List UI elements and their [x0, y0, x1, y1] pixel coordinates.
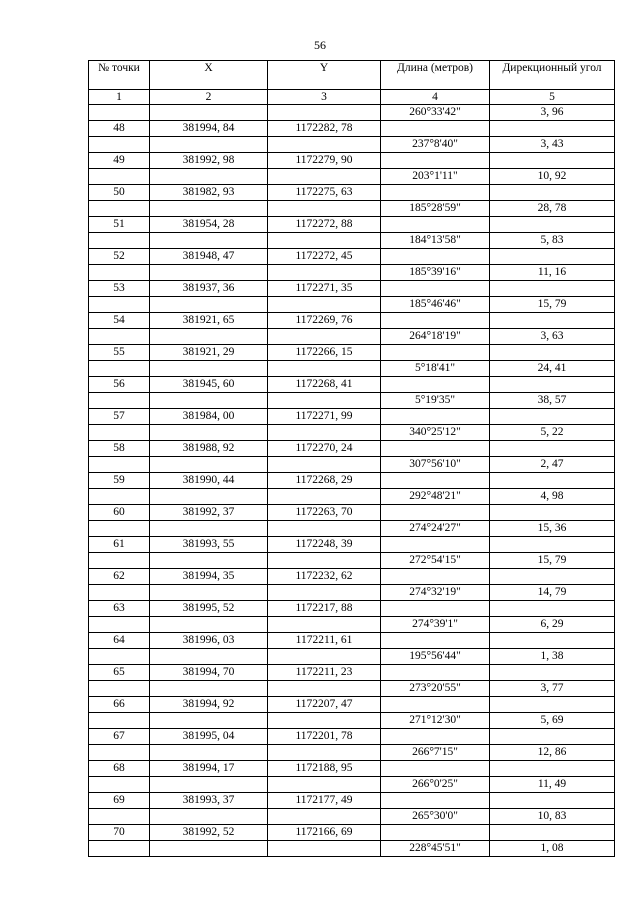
- y-cell: 1172232, 62: [268, 569, 381, 585]
- x-cell: [150, 425, 268, 441]
- point-number-cell: 70: [89, 825, 150, 841]
- x-cell: [150, 649, 268, 665]
- angle-cell: 10, 83: [490, 809, 615, 825]
- x-cell: [150, 713, 268, 729]
- length-cell: 340°25'12": [381, 425, 490, 441]
- column-number: 5: [490, 90, 615, 105]
- y-cell: [268, 137, 381, 153]
- length-cell: [381, 825, 490, 841]
- length-cell: [381, 473, 490, 489]
- point-number-cell: 67: [89, 729, 150, 745]
- table-row: [89, 745, 615, 761]
- length-cell: [381, 153, 490, 169]
- x-cell: 381994, 35: [150, 569, 268, 585]
- x-cell: [150, 201, 268, 217]
- angle-cell: 1, 08: [490, 841, 615, 857]
- angle-cell: 15, 79: [490, 553, 615, 569]
- x-cell: [150, 553, 268, 569]
- point-number-cell: 49: [89, 153, 150, 169]
- x-cell: 381994, 84: [150, 121, 268, 137]
- point-number-cell: [89, 329, 150, 345]
- page-number: 56: [314, 38, 326, 52]
- point-number-cell: 50: [89, 185, 150, 201]
- y-cell: [268, 233, 381, 249]
- point-number-cell: [89, 137, 150, 153]
- column-number: 4: [381, 90, 490, 105]
- table-row: [89, 425, 615, 441]
- angle-cell: [490, 121, 615, 137]
- y-cell: [268, 649, 381, 665]
- x-cell: [150, 809, 268, 825]
- angle-cell: 5, 69: [490, 713, 615, 729]
- length-cell: 307°56'10": [381, 457, 490, 473]
- y-cell: 1172263, 70: [268, 505, 381, 521]
- header-x: X: [150, 61, 268, 90]
- angle-cell: 3, 43: [490, 137, 615, 153]
- x-cell: [150, 137, 268, 153]
- table-row: [89, 649, 615, 665]
- angle-cell: 5, 83: [490, 233, 615, 249]
- point-number-cell: 62: [89, 569, 150, 585]
- y-cell: 1172272, 45: [268, 249, 381, 265]
- table-row: [89, 841, 615, 857]
- point-number-cell: [89, 265, 150, 281]
- x-cell: 381992, 52: [150, 825, 268, 841]
- table-row: [89, 201, 615, 217]
- x-cell: [150, 841, 268, 857]
- table-row: [89, 345, 615, 361]
- table-row: [89, 473, 615, 489]
- point-number-cell: [89, 649, 150, 665]
- length-cell: 228°45'51": [381, 841, 490, 857]
- x-cell: 381996, 03: [150, 633, 268, 649]
- length-cell: 5°19'35": [381, 393, 490, 409]
- table-row: [89, 537, 615, 553]
- table-row: [89, 361, 615, 377]
- y-cell: [268, 329, 381, 345]
- angle-cell: 10, 92: [490, 169, 615, 185]
- y-cell: 1172201, 78: [268, 729, 381, 745]
- x-cell: [150, 745, 268, 761]
- point-number-cell: [89, 233, 150, 249]
- angle-cell: [490, 281, 615, 297]
- column-number: 3: [268, 90, 381, 105]
- angle-cell: 2, 47: [490, 457, 615, 473]
- length-cell: 292°48'21": [381, 489, 490, 505]
- table-row: [89, 761, 615, 777]
- point-number-cell: 69: [89, 793, 150, 809]
- point-number-cell: 65: [89, 665, 150, 681]
- point-number-cell: [89, 745, 150, 761]
- table-row: [89, 265, 615, 281]
- y-cell: 1172275, 63: [268, 185, 381, 201]
- table-row: [89, 153, 615, 169]
- y-cell: [268, 777, 381, 793]
- x-cell: 381984, 00: [150, 409, 268, 425]
- length-cell: [381, 665, 490, 681]
- length-cell: 272°54'15": [381, 553, 490, 569]
- x-cell: 381945, 60: [150, 377, 268, 393]
- y-cell: 1172272, 88: [268, 217, 381, 233]
- table-row: [89, 249, 615, 265]
- table-row: [89, 569, 615, 585]
- point-number-cell: [89, 169, 150, 185]
- point-number-cell: 54: [89, 313, 150, 329]
- table-row: [89, 793, 615, 809]
- x-cell: 381921, 29: [150, 345, 268, 361]
- point-number-cell: [89, 841, 150, 857]
- length-cell: [381, 121, 490, 137]
- length-cell: 264°18'19": [381, 329, 490, 345]
- table-row: [89, 281, 615, 297]
- table-row: [89, 585, 615, 601]
- point-number-cell: 63: [89, 601, 150, 617]
- table-row: [89, 681, 615, 697]
- length-cell: 266°7'15": [381, 745, 490, 761]
- y-cell: 1172269, 76: [268, 313, 381, 329]
- x-cell: 381994, 70: [150, 665, 268, 681]
- table-row: [89, 377, 615, 393]
- point-number-cell: [89, 105, 150, 121]
- length-cell: [381, 313, 490, 329]
- x-cell: 381995, 52: [150, 601, 268, 617]
- table-row: [89, 713, 615, 729]
- table-row: [89, 825, 615, 841]
- table-row: [89, 313, 615, 329]
- point-number-cell: [89, 777, 150, 793]
- table-row: [89, 121, 615, 137]
- angle-cell: [490, 537, 615, 553]
- x-cell: 381994, 17: [150, 761, 268, 777]
- angle-cell: 28, 78: [490, 201, 615, 217]
- x-cell: [150, 521, 268, 537]
- length-cell: 265°30'0": [381, 809, 490, 825]
- table-row: [89, 409, 615, 425]
- length-cell: 185°28'59": [381, 201, 490, 217]
- angle-cell: 4, 98: [490, 489, 615, 505]
- point-number-cell: 60: [89, 505, 150, 521]
- table-row: [89, 233, 615, 249]
- angle-cell: [490, 185, 615, 201]
- point-number-cell: [89, 425, 150, 441]
- y-cell: 1172211, 61: [268, 633, 381, 649]
- length-cell: 237°8'40": [381, 137, 490, 153]
- angle-cell: [490, 505, 615, 521]
- x-cell: [150, 457, 268, 473]
- table-row: [89, 633, 615, 649]
- table-row: [89, 185, 615, 201]
- table-row: [89, 729, 615, 745]
- point-number-cell: 53: [89, 281, 150, 297]
- angle-cell: [490, 633, 615, 649]
- point-number-cell: [89, 553, 150, 569]
- x-cell: 381921, 65: [150, 313, 268, 329]
- y-cell: 1172268, 41: [268, 377, 381, 393]
- angle-cell: 24, 41: [490, 361, 615, 377]
- length-cell: [381, 537, 490, 553]
- point-number-cell: [89, 297, 150, 313]
- angle-cell: [490, 729, 615, 745]
- header-row: [89, 61, 615, 90]
- y-cell: [268, 713, 381, 729]
- length-cell: 273°20'55": [381, 681, 490, 697]
- length-cell: [381, 793, 490, 809]
- table-row: [89, 217, 615, 233]
- length-cell: [381, 377, 490, 393]
- table-row: [89, 553, 615, 569]
- length-cell: [381, 249, 490, 265]
- y-cell: [268, 521, 381, 537]
- table-row: [89, 457, 615, 473]
- length-cell: 195°56'44": [381, 649, 490, 665]
- angle-cell: 6, 29: [490, 617, 615, 633]
- x-cell: 381993, 37: [150, 793, 268, 809]
- header-direction-angle: Дирекционный угол: [490, 61, 615, 90]
- point-number-cell: 56: [89, 377, 150, 393]
- y-cell: [268, 681, 381, 697]
- x-cell: 381948, 47: [150, 249, 268, 265]
- y-cell: [268, 489, 381, 505]
- x-cell: 381937, 36: [150, 281, 268, 297]
- point-number-cell: [89, 521, 150, 537]
- x-cell: [150, 681, 268, 697]
- header-y: Y: [268, 61, 381, 90]
- x-cell: 381954, 28: [150, 217, 268, 233]
- length-cell: [381, 601, 490, 617]
- length-cell: 260°33'42": [381, 105, 490, 121]
- length-cell: 274°32'19": [381, 585, 490, 601]
- table-row: [89, 169, 615, 185]
- length-cell: 185°39'16": [381, 265, 490, 281]
- y-cell: [268, 265, 381, 281]
- point-number-cell: [89, 585, 150, 601]
- x-cell: [150, 489, 268, 505]
- y-cell: [268, 169, 381, 185]
- length-cell: 185°46'46": [381, 297, 490, 313]
- point-number-cell: [89, 617, 150, 633]
- table-row: [89, 697, 615, 713]
- length-cell: 274°24'27": [381, 521, 490, 537]
- point-number-cell: 66: [89, 697, 150, 713]
- x-cell: [150, 329, 268, 345]
- x-cell: 381994, 92: [150, 697, 268, 713]
- y-cell: [268, 457, 381, 473]
- length-cell: [381, 217, 490, 233]
- x-cell: [150, 105, 268, 121]
- angle-cell: [490, 697, 615, 713]
- table-row: [89, 665, 615, 681]
- y-cell: 1172266, 15: [268, 345, 381, 361]
- point-number-cell: 59: [89, 473, 150, 489]
- y-cell: 1172177, 49: [268, 793, 381, 809]
- table-row: [89, 489, 615, 505]
- angle-cell: 11, 16: [490, 265, 615, 281]
- y-cell: [268, 425, 381, 441]
- y-cell: [268, 841, 381, 857]
- table-row: [89, 297, 615, 313]
- angle-cell: 3, 77: [490, 681, 615, 697]
- angle-cell: 12, 86: [490, 745, 615, 761]
- table-row: [89, 617, 615, 633]
- table-row: [89, 601, 615, 617]
- x-cell: [150, 777, 268, 793]
- x-cell: [150, 585, 268, 601]
- y-cell: 1172248, 39: [268, 537, 381, 553]
- angle-cell: 11, 49: [490, 777, 615, 793]
- angle-cell: [490, 313, 615, 329]
- column-number: 1: [89, 90, 150, 105]
- point-number-cell: 57: [89, 409, 150, 425]
- y-cell: [268, 361, 381, 377]
- y-cell: 1172207, 47: [268, 697, 381, 713]
- length-cell: 274°39'1": [381, 617, 490, 633]
- angle-cell: [490, 825, 615, 841]
- point-number-cell: [89, 489, 150, 505]
- length-cell: [381, 441, 490, 457]
- column-number: 2: [150, 90, 268, 105]
- y-cell: [268, 201, 381, 217]
- length-cell: 266°0'25": [381, 777, 490, 793]
- y-cell: [268, 393, 381, 409]
- angle-cell: [490, 665, 615, 681]
- point-number-cell: 52: [89, 249, 150, 265]
- angle-cell: [490, 441, 615, 457]
- x-cell: [150, 361, 268, 377]
- y-cell: [268, 617, 381, 633]
- length-cell: [381, 761, 490, 777]
- angle-cell: [490, 793, 615, 809]
- angle-cell: [490, 249, 615, 265]
- x-cell: 381990, 44: [150, 473, 268, 489]
- coordinates-table: [88, 60, 615, 857]
- point-number-cell: [89, 393, 150, 409]
- x-cell: [150, 169, 268, 185]
- length-cell: [381, 345, 490, 361]
- length-cell: 5°18'41": [381, 361, 490, 377]
- y-cell: [268, 585, 381, 601]
- point-number-cell: 58: [89, 441, 150, 457]
- y-cell: 1172188, 95: [268, 761, 381, 777]
- table-row: [89, 809, 615, 825]
- y-cell: 1172217, 88: [268, 601, 381, 617]
- column-numbers-row: [89, 90, 615, 105]
- y-cell: 1172271, 99: [268, 409, 381, 425]
- x-cell: 381992, 98: [150, 153, 268, 169]
- point-number-cell: [89, 457, 150, 473]
- table-row: [89, 521, 615, 537]
- length-cell: 271°12'30": [381, 713, 490, 729]
- angle-cell: 14, 79: [490, 585, 615, 601]
- angle-cell: 38, 57: [490, 393, 615, 409]
- header-point-number: № точки: [89, 61, 150, 90]
- angle-cell: [490, 409, 615, 425]
- length-cell: [381, 185, 490, 201]
- x-cell: [150, 617, 268, 633]
- point-number-cell: [89, 809, 150, 825]
- table-row: [89, 137, 615, 153]
- angle-cell: 3, 96: [490, 105, 615, 121]
- angle-cell: [490, 153, 615, 169]
- angle-cell: [490, 345, 615, 361]
- header-length: Длина (метров): [381, 61, 490, 90]
- angle-cell: 5, 22: [490, 425, 615, 441]
- y-cell: 1172268, 29: [268, 473, 381, 489]
- x-cell: [150, 265, 268, 281]
- table-row: [89, 505, 615, 521]
- table-row: [89, 441, 615, 457]
- length-cell: [381, 633, 490, 649]
- point-number-cell: [89, 681, 150, 697]
- angle-cell: [490, 601, 615, 617]
- angle-cell: [490, 377, 615, 393]
- y-cell: 1172270, 24: [268, 441, 381, 457]
- angle-cell: 15, 79: [490, 297, 615, 313]
- angle-cell: [490, 761, 615, 777]
- x-cell: 381992, 37: [150, 505, 268, 521]
- angle-cell: 3, 63: [490, 329, 615, 345]
- point-number-cell: 61: [89, 537, 150, 553]
- length-cell: [381, 409, 490, 425]
- y-cell: 1172279, 90: [268, 153, 381, 169]
- angle-cell: [490, 569, 615, 585]
- point-number-cell: 55: [89, 345, 150, 361]
- table-row: [89, 777, 615, 793]
- length-cell: 184°13'58": [381, 233, 490, 249]
- x-cell: [150, 393, 268, 409]
- y-cell: 1172282, 78: [268, 121, 381, 137]
- table-body: [89, 90, 615, 857]
- angle-cell: 15, 36: [490, 521, 615, 537]
- y-cell: [268, 745, 381, 761]
- table-row: [89, 329, 615, 345]
- y-cell: 1172211, 23: [268, 665, 381, 681]
- point-number-cell: 48: [89, 121, 150, 137]
- x-cell: 381993, 55: [150, 537, 268, 553]
- angle-cell: 1, 38: [490, 649, 615, 665]
- x-cell: 381982, 93: [150, 185, 268, 201]
- length-cell: [381, 697, 490, 713]
- length-cell: 203°1'11": [381, 169, 490, 185]
- table-row: [89, 393, 615, 409]
- y-cell: [268, 297, 381, 313]
- length-cell: [381, 569, 490, 585]
- x-cell: [150, 233, 268, 249]
- x-cell: 381988, 92: [150, 441, 268, 457]
- point-number-cell: 64: [89, 633, 150, 649]
- length-cell: [381, 729, 490, 745]
- y-cell: [268, 809, 381, 825]
- y-cell: [268, 105, 381, 121]
- length-cell: [381, 505, 490, 521]
- point-number-cell: [89, 713, 150, 729]
- angle-cell: [490, 473, 615, 489]
- angle-cell: [490, 217, 615, 233]
- point-number-cell: 51: [89, 217, 150, 233]
- point-number-cell: [89, 361, 150, 377]
- y-cell: 1172271, 35: [268, 281, 381, 297]
- table-row: [89, 105, 615, 121]
- length-cell: [381, 281, 490, 297]
- y-cell: 1172166, 69: [268, 825, 381, 841]
- x-cell: [150, 297, 268, 313]
- point-number-cell: 68: [89, 761, 150, 777]
- point-number-cell: [89, 201, 150, 217]
- y-cell: [268, 553, 381, 569]
- x-cell: 381995, 04: [150, 729, 268, 745]
